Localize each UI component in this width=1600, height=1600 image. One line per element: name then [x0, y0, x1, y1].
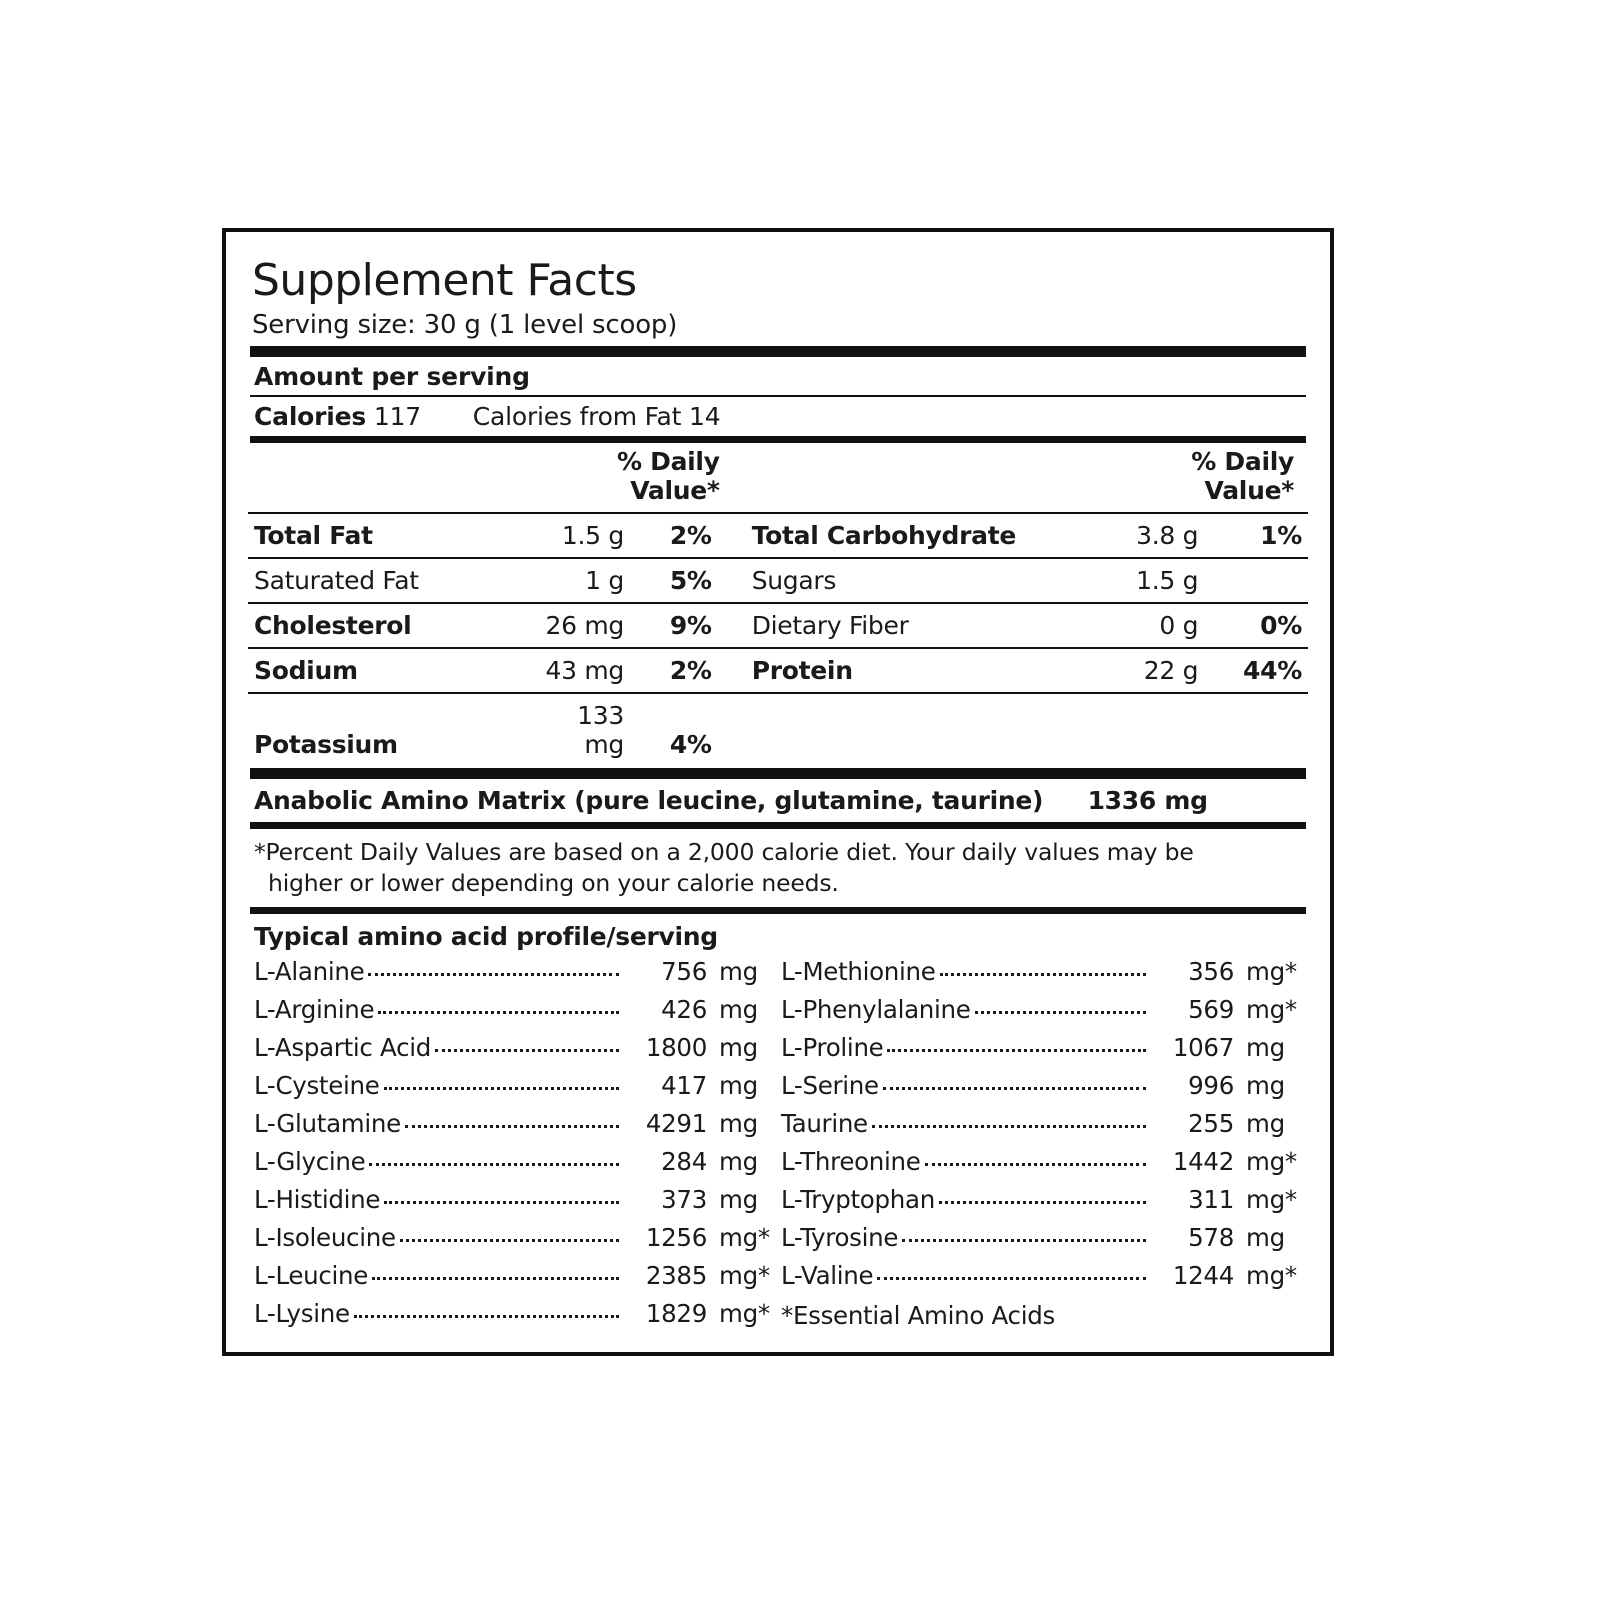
amino-unit: mg: [1246, 1071, 1285, 1101]
nutrient-name: Total Fat: [254, 521, 373, 551]
divider-row: [248, 512, 1308, 514]
divider-above-matrix: [250, 768, 1306, 779]
amino-unit: mg*: [1246, 995, 1297, 1025]
list-item: [781, 991, 1308, 1029]
list-item: [254, 1143, 781, 1181]
table-row: [248, 517, 1308, 553]
nutrient-name: Cholesterol: [254, 611, 412, 641]
amino-amount: 426: [661, 995, 707, 1025]
leader-dots: [372, 1267, 619, 1280]
leader-dots: [384, 1191, 619, 1204]
list-item: [254, 1105, 781, 1143]
amino-amount: 578: [1188, 1223, 1234, 1252]
leader-dots: [384, 1077, 619, 1090]
nutrient-value: 1.5 g: [1136, 566, 1199, 596]
daily-value-header-row: [248, 443, 1308, 508]
divider-row: [248, 692, 1308, 694]
amino-name: L-Tryptophan: [781, 1185, 935, 1215]
amino-name: L-Cysteine: [254, 1071, 380, 1101]
amino-unit: mg*: [1246, 1185, 1297, 1215]
nutrient-name: Sugars: [751, 566, 837, 596]
amino-amount: 1442: [1172, 1147, 1234, 1177]
amino-column-right: [781, 953, 1308, 1335]
nutrient-dv: 44%: [1243, 656, 1302, 686]
amino-matrix-label: Anabolic Amino Matrix (pure leucine, glutamine, taurine): [254, 786, 1044, 816]
nutrient-value: 0 g: [1159, 611, 1199, 641]
list-item: [781, 953, 1308, 991]
table-row: [248, 562, 1308, 598]
nutrient-dv: 1%: [1260, 521, 1302, 551]
divider-row: [248, 602, 1308, 604]
table-row: [248, 652, 1308, 688]
leader-dots: [975, 1001, 1146, 1014]
leader-dots: [405, 1115, 619, 1128]
table-row: [248, 607, 1308, 643]
nutrient-name: Sodium: [254, 656, 358, 686]
amino-name: L-Valine: [781, 1260, 874, 1290]
divider-row: [248, 647, 1308, 649]
amino-amount: 569: [1188, 995, 1234, 1025]
amino-amount: 996: [1188, 1071, 1234, 1101]
list-item: [254, 1029, 781, 1067]
amino-matrix-row: [248, 779, 1308, 822]
amino-unit: mg*: [1246, 1147, 1297, 1177]
amino-amount: 1067: [1172, 1033, 1234, 1063]
amino-unit: mg: [719, 1147, 758, 1177]
amino-amount: 356: [1188, 957, 1234, 987]
amino-unit: mg: [719, 995, 758, 1025]
amino-name: L-Lysine: [254, 1298, 350, 1328]
nutrient-name: [734, 697, 1117, 762]
amino-amount: 255: [1188, 1109, 1234, 1139]
nutrient-dv: [1212, 697, 1308, 762]
footnote-line-1: *Percent Daily Values are based on a 2,000 calorie diet. Your daily values may be: [254, 838, 1194, 867]
essential-amino-note: *Essential Amino Acids: [781, 1300, 1055, 1330]
amino-name: L-Histidine: [254, 1185, 381, 1215]
list-item: [254, 1067, 781, 1105]
leader-dots: [400, 1229, 619, 1242]
amino-unit: mg*: [1246, 957, 1297, 987]
nutrient-dv: 4%: [669, 730, 712, 760]
amino-amount: 2385: [645, 1260, 707, 1290]
nutrient-name: Total Carbohydrate: [751, 521, 1017, 551]
amino-column-left: [254, 953, 781, 1335]
nutrient-dv: 5%: [669, 566, 712, 596]
nutrient-dv: [1212, 562, 1308, 598]
list-item: [781, 1219, 1308, 1257]
amino-unit: mg: [719, 1071, 758, 1101]
nutrient-dv: 0%: [1260, 611, 1302, 641]
amino-name: L-Proline: [781, 1033, 884, 1063]
list-item: [254, 991, 781, 1029]
amount-per-serving-label: Amount per serving: [254, 362, 530, 392]
leader-dots: [368, 963, 619, 976]
leader-dots: [435, 1039, 619, 1052]
amino-unit: mg: [719, 1109, 758, 1139]
calories-value: 117: [373, 402, 421, 432]
amino-unit: mg*: [719, 1298, 770, 1328]
nutrient-value: 1 g: [585, 566, 624, 596]
daily-value-footnote: [248, 829, 1308, 907]
amino-name: L-Aspartic Acid: [254, 1033, 432, 1063]
nutrient-name: Protein: [751, 656, 853, 686]
leader-dots: [939, 1191, 1146, 1204]
amino-amount: 1829: [645, 1298, 707, 1328]
list-item: [781, 1143, 1308, 1181]
dv-header-left: % Daily Value*: [616, 447, 720, 506]
amino-unit: mg: [1246, 1223, 1285, 1252]
nutrient-name: Potassium: [254, 730, 398, 760]
nutrient-dv: 2%: [669, 656, 712, 686]
amino-amount: 284: [661, 1147, 707, 1177]
leader-dots: [369, 1153, 619, 1166]
amino-profile-columns: [248, 953, 1308, 1335]
amino-unit: mg*: [719, 1223, 770, 1252]
list-item: [781, 1029, 1308, 1067]
amino-profile-title: Typical amino acid profile/serving: [254, 922, 718, 952]
nutrient-value: [1117, 697, 1213, 762]
footnote-line-2: higher or lower depending on your calorie needs.: [268, 869, 839, 898]
leader-dots: [940, 963, 1146, 976]
nutrient-name: Saturated Fat: [254, 566, 419, 596]
amino-amount: 756: [661, 957, 707, 987]
divider-above-amino-profile: [250, 907, 1306, 914]
list-item: [254, 1257, 781, 1295]
dv-header-right: % Daily Value*: [1191, 447, 1294, 506]
supplement-facts-panel: [222, 228, 1334, 1356]
nutrient-dv: 9%: [669, 611, 712, 641]
list-item: [254, 1219, 781, 1257]
nutrient-dv: 2%: [669, 521, 712, 551]
calories-row: [248, 397, 1308, 436]
list-item: [781, 1105, 1308, 1143]
leader-dots: [378, 1001, 619, 1014]
divider-below-matrix: [250, 822, 1306, 829]
divider-row: [248, 557, 1308, 559]
list-item: [254, 1181, 781, 1219]
nutrient-value: 3.8 g: [1136, 521, 1199, 551]
calories-from-fat: Calories from Fat 14: [472, 402, 721, 432]
list-item: [254, 1295, 781, 1333]
nutrient-value: 26 mg: [545, 611, 624, 641]
amino-name: L-Glycine: [254, 1147, 366, 1177]
nutrient-value: 43 mg: [545, 656, 624, 686]
leader-dots: [887, 1039, 1146, 1052]
amino-matrix-value: 1336 mg: [1087, 786, 1208, 816]
nutrient-value: 133 mg: [577, 701, 624, 760]
amino-name: L-Methionine: [781, 957, 936, 987]
table-row: [248, 697, 1308, 762]
amino-unit: mg*: [1246, 1260, 1297, 1290]
nutrient-value: 1.5 g: [561, 521, 624, 551]
amino-name: L-Alanine: [254, 957, 365, 987]
amino-amount: 1800: [645, 1033, 707, 1063]
amino-amount: 1244: [1172, 1260, 1234, 1290]
divider-under-calories: [250, 436, 1306, 443]
amino-unit: mg*: [719, 1260, 770, 1290]
amino-amount: 417: [661, 1071, 707, 1101]
amino-name: L-Tyrosine: [781, 1223, 899, 1252]
list-item: [781, 1257, 1308, 1295]
amino-unit: mg: [719, 957, 758, 987]
amino-name: L-Phenylalanine: [781, 995, 971, 1025]
leader-dots: [872, 1115, 1146, 1128]
calories-label: Calories: [254, 402, 367, 432]
nutrition-table: [248, 443, 1308, 762]
amino-name: L-Serine: [781, 1071, 879, 1101]
list-item: [781, 1181, 1308, 1219]
amino-amount: 373: [661, 1185, 707, 1215]
amino-name: L-Glutamine: [254, 1109, 401, 1139]
amino-amount: 1256: [645, 1223, 707, 1252]
amino-unit: mg: [719, 1185, 758, 1215]
amino-amount: 311: [1188, 1185, 1234, 1215]
leader-dots: [877, 1267, 1146, 1280]
amino-amount: 4291: [645, 1109, 707, 1139]
amino-name: L-Arginine: [254, 995, 375, 1025]
list-item: [781, 1067, 1308, 1105]
serving-size-text: Serving size: 30 g (1 level scoop): [252, 310, 678, 341]
amino-name: L-Threonine: [781, 1147, 921, 1177]
leader-dots: [883, 1077, 1146, 1090]
divider-thick-top: [250, 346, 1306, 357]
leader-dots: [902, 1229, 1146, 1242]
amino-name: L-Leucine: [254, 1260, 369, 1290]
amino-unit: mg: [719, 1033, 758, 1063]
amino-name: L-Isoleucine: [254, 1223, 396, 1252]
leader-dots: [354, 1305, 619, 1318]
amino-unit: mg: [1246, 1033, 1285, 1063]
nutrient-value: 22 g: [1143, 656, 1199, 686]
amino-name: Taurine: [781, 1109, 868, 1139]
nutrient-name: Dietary Fiber: [751, 611, 909, 641]
leader-dots: [925, 1153, 1146, 1166]
list-item: [254, 953, 781, 991]
amino-unit: mg: [1246, 1109, 1285, 1139]
page-title: Supplement Facts: [252, 255, 637, 306]
